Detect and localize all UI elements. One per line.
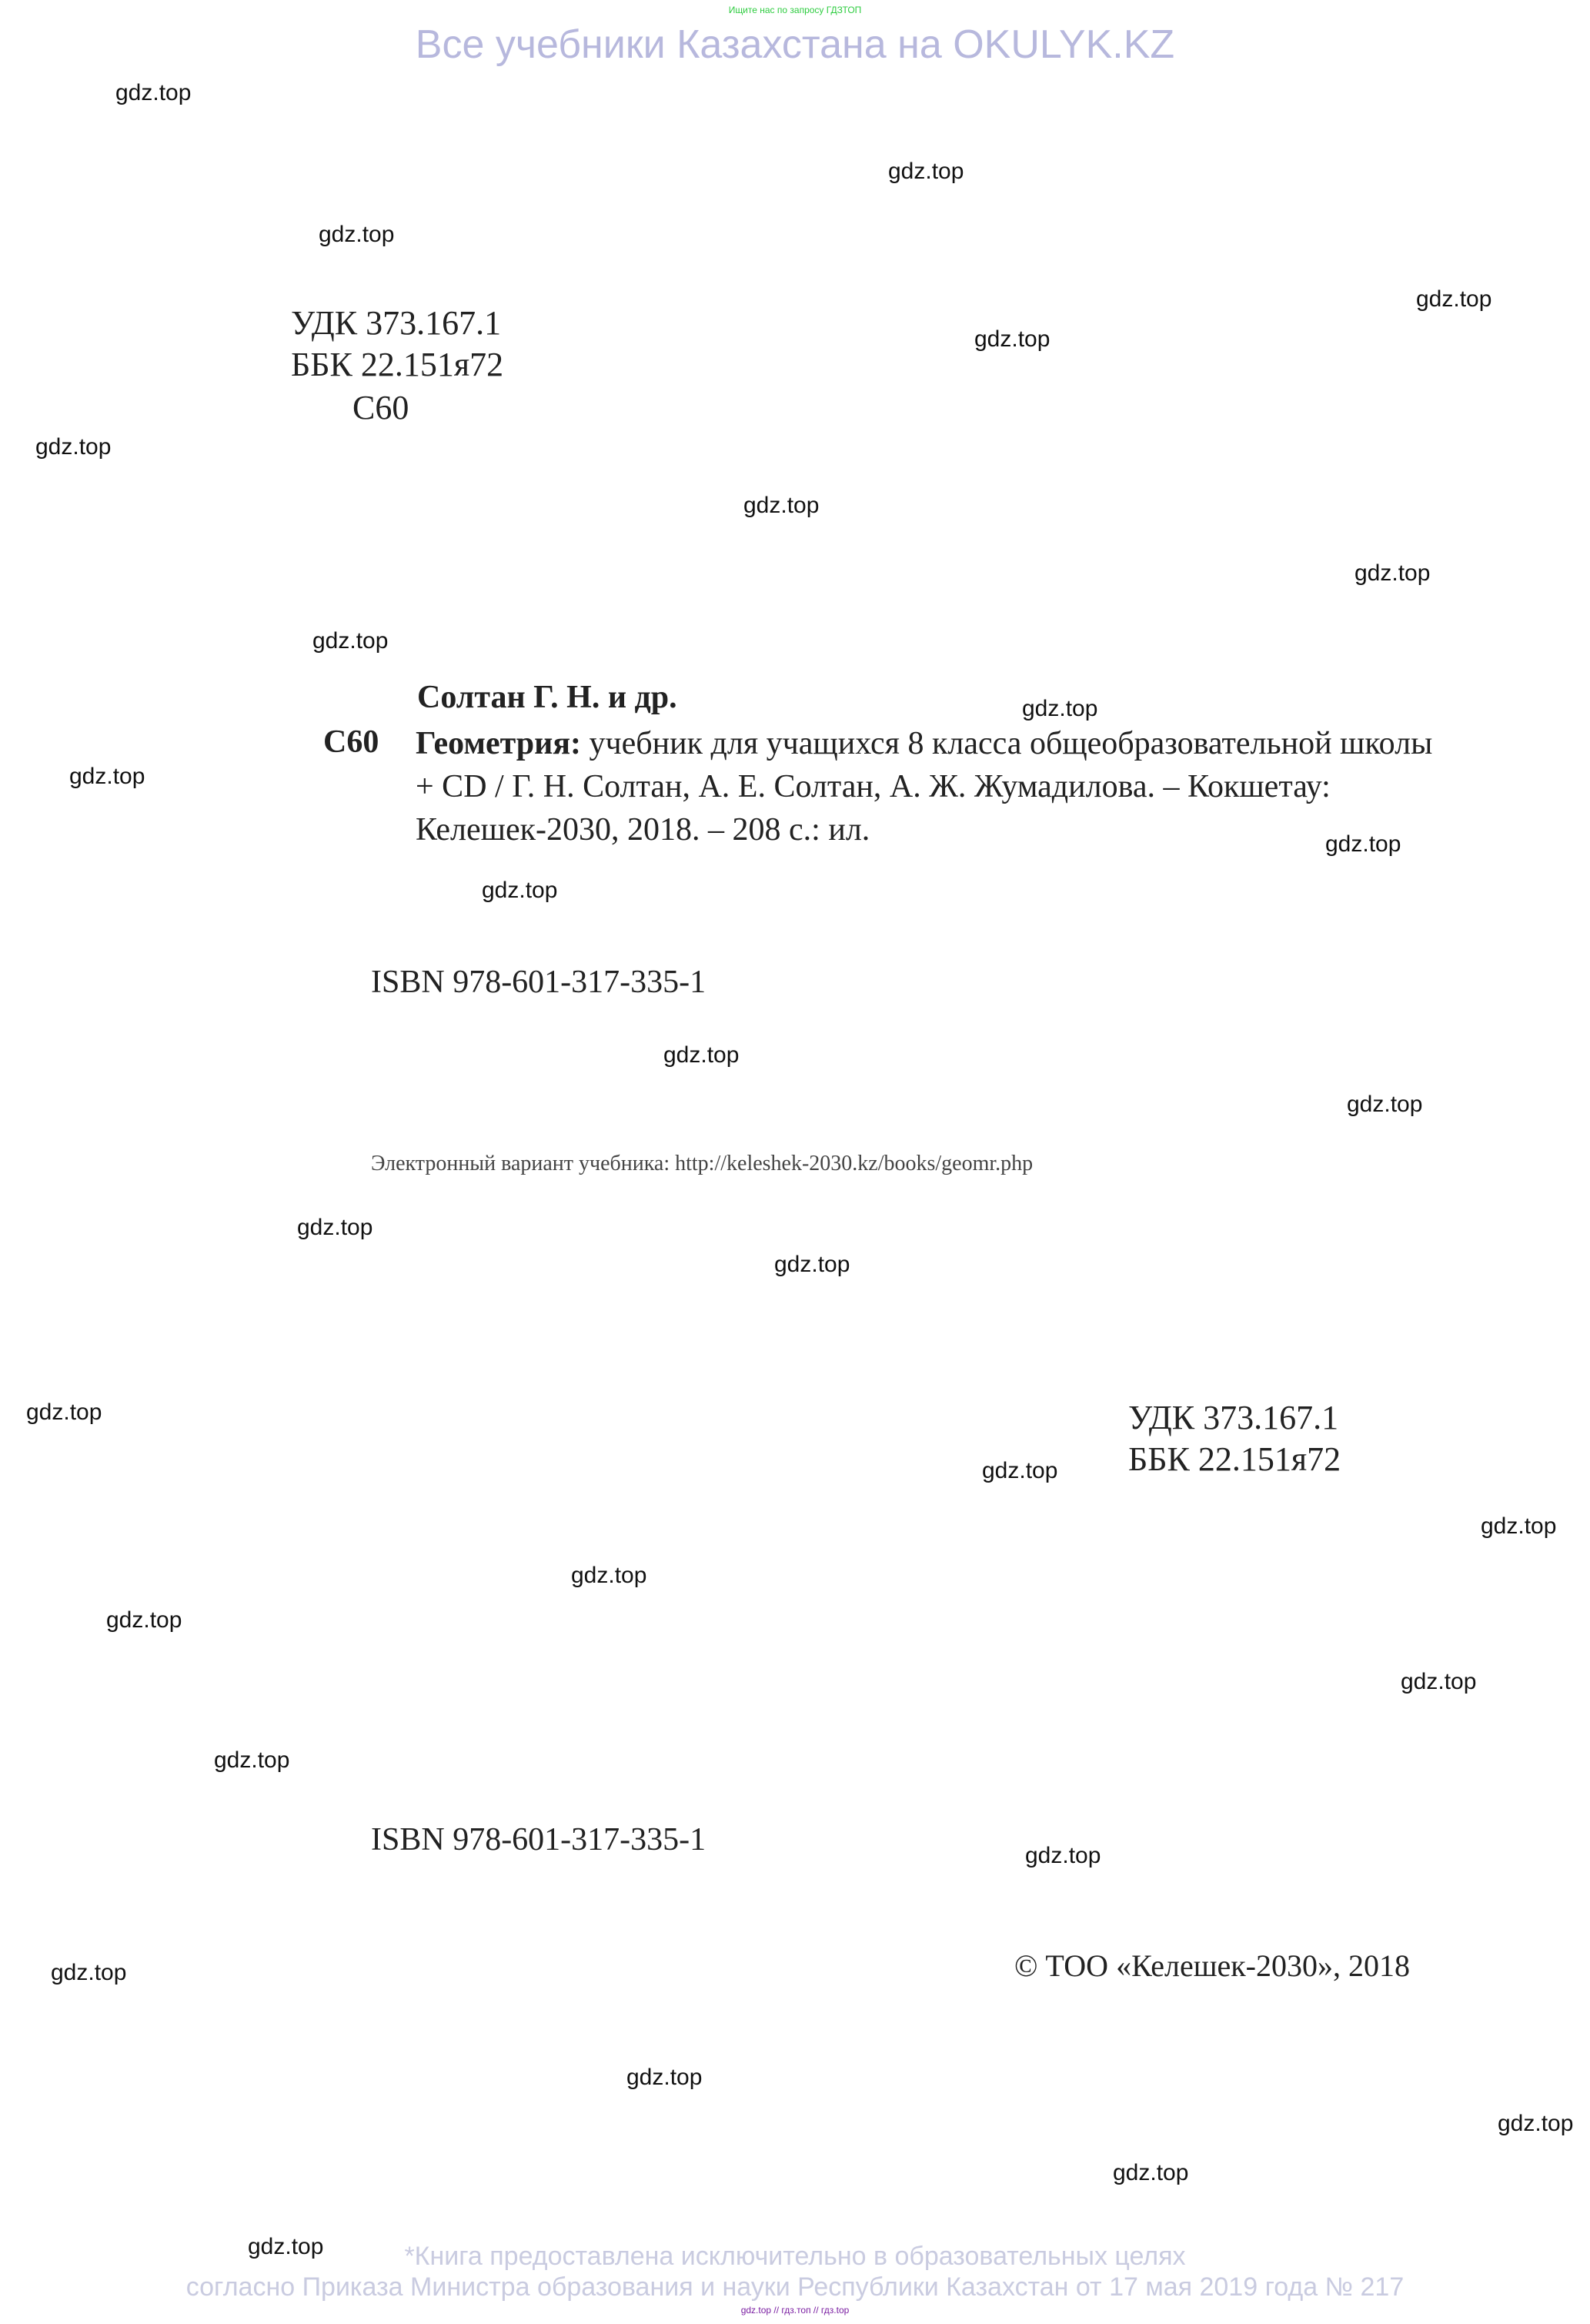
bibliography-description: [416, 722, 1447, 851]
watermark: gdz.top: [1022, 696, 1098, 721]
watermark: gdz.top: [1401, 1669, 1477, 1694]
bbk-code-top: ББК 22.151я72: [291, 346, 504, 383]
watermark: gdz.top: [626, 2065, 703, 2090]
author-code-top: С60: [352, 389, 409, 426]
watermark: gdz.top: [1025, 1843, 1101, 1868]
watermark: gdz.top: [571, 1563, 647, 1588]
site-banner-title[interactable]: Все учебники Казахстана на OKULYK.KZ: [415, 22, 1175, 67]
watermark: gdz.top: [1481, 1513, 1557, 1539]
watermark: gdz.top: [312, 628, 389, 654]
watermark: gdz.top: [115, 80, 192, 105]
bbk-code-bottom: ББК 22.151я72: [1128, 1440, 1341, 1478]
udk-code-bottom: УДК 373.167.1: [1128, 1399, 1339, 1436]
watermark: gdz.top: [51, 1960, 127, 1985]
watermark: gdz.top: [974, 326, 1051, 352]
watermark: gdz.top: [35, 434, 112, 460]
watermark: gdz.top: [1325, 831, 1401, 857]
watermark: gdz.top: [319, 222, 395, 247]
watermark: gdz.top: [743, 493, 820, 518]
udk-code-top: УДК 373.167.1: [291, 304, 502, 342]
isbn-bottom: ISBN 978-601-317-335-1: [371, 1822, 706, 1858]
watermark: gdz.top: [1416, 286, 1492, 312]
watermark: gdz.top: [1498, 2111, 1574, 2136]
footer-links[interactable]: gdz.top // гдз.топ // гдз.top: [740, 2305, 850, 2316]
search-hint: Ищите нас по запросу ГДЗТОП: [728, 5, 862, 15]
footer-disclaimer-line2: согласно Приказа Министра образования и науки Республики Казахстан от 17 мая 2019 года № 217: [185, 2272, 1405, 2302]
isbn-top: ISBN 978-601-317-335-1: [371, 965, 706, 1000]
book-details: учебник для учащихся 8 класса общеобразовательной школы + CD / Г. Н. Солтан, А. Е. Солтан, А. Ж. Жумадилова. – Кокшетау: Келешек-2030, 2018. – 208 с.: ил.: [416, 726, 1433, 848]
watermark: gdz.top: [982, 1458, 1058, 1483]
watermark: gdz.top: [774, 1252, 850, 1277]
watermark: gdz.top: [26, 1399, 102, 1425]
watermark: gdz.top: [482, 878, 558, 903]
watermark: gdz.top: [297, 1215, 373, 1240]
watermark: gdz.top: [69, 764, 145, 789]
electronic-version-link[interactable]: Электронный вариант учебника: http://keleshek-2030.kz/books/geomr.php: [371, 1152, 1034, 1175]
watermark: gdz.top: [888, 159, 964, 184]
copyright-notice: © ТОО «Келешек-2030», 2018: [1014, 1948, 1411, 1983]
watermark: gdz.top: [1113, 2160, 1189, 2185]
watermark: gdz.top: [214, 1747, 290, 1773]
watermark: gdz.top: [106, 1607, 182, 1633]
watermark: gdz.top: [1355, 560, 1431, 586]
bibliography-code: С60: [323, 724, 379, 760]
watermark: gdz.top: [663, 1042, 740, 1068]
watermark: gdz.top: [1347, 1092, 1423, 1117]
author-line: Солтан Г. Н. и др.: [417, 680, 677, 715]
footer-disclaimer-line1: *Книга предоставлена исключительно в образовательных целях: [404, 2242, 1186, 2271]
watermark: gdz.top: [248, 2234, 324, 2259]
book-title: Геометрия:: [416, 726, 582, 761]
